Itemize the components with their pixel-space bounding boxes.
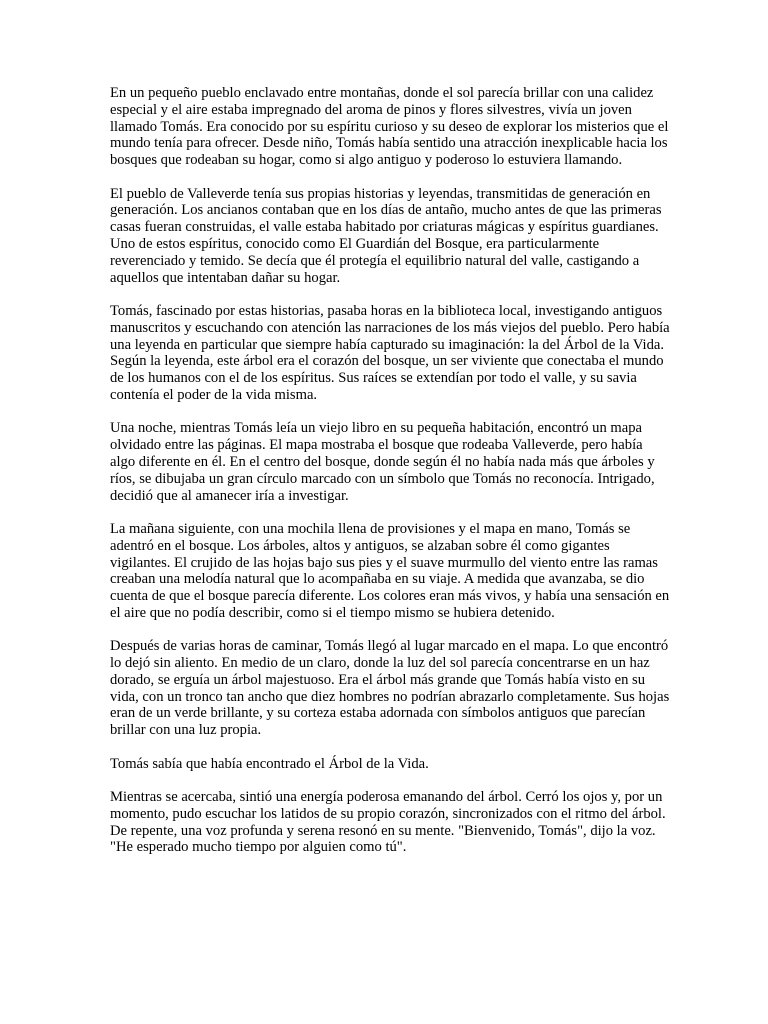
- paragraph-8: Mientras se acercaba, sintió una energía poderosa emanando del árbol. Cerró los ojos y, por un momento, pudo escuchar los latidos de su propio corazón, sincronizados con el ritmo del árbol. De repente, una voz profunda y serena resonó en su mente. "Bienvenido, Tomás", dijo la voz. "He esperado mucho tiempo por alguien como tú".: [110, 789, 666, 856]
- document-body: [110, 85, 670, 856]
- paragraph-2: El pueblo de Valleverde tenía sus propias historias y leyendas, transmitidas de generación en generación. Los ancianos contaban que en los días de antaño, mucho antes de que las primeras casas fueran construidas, el valle estaba habitado por criaturas mágicas y espíritus guardianes. Uno de estos espíritus, conocido como El Guardián del Bosque, era particularmente reverenciado y temido. Se decía que él protegía el equilibrio natural del valle, castigando a aquellos que intentaban dañar su hogar.: [110, 185, 662, 286]
- paragraph-7: Tomás sabía que había encontrado el Árbol de la Vida.: [110, 755, 429, 772]
- paragraph-1: En un pequeño pueblo enclavado entre montañas, donde el sol parecía brillar con una calidez especial y el aire estaba impregnado del aroma de pinos y flores silvestres, vivía un joven llamado Tomás. Era conocido por su espíritu curioso y su deseo de explorar los misterios que el mundo tenía para ofrecer. Desde niño, Tomás había sentido una atracción inexplicable hacia los bosques que rodeaban su hogar, como si algo antiguo y poderoso lo estuviera llamando.: [110, 85, 669, 169]
- paragraph-5: La mañana siguiente, con una mochila llena de provisiones y el mapa en mano, Tomás se adentró en el bosque. Los árboles, altos y antiguos, se alzaban sobre él como gigantes vigilantes. El crujido de las hojas bajo sus pies y el suave murmullo del viento entre las ramas creaban una melodía natural que lo acompañaba en su viaje. A medida que avanzaba, se dio cuenta de que el bosque parecía diferente. Los colores eran más vivos, y había una sensación en el aire que no podía describir, como si el tiempo mismo se hubiera detenido.: [110, 520, 670, 621]
- paragraph-6: Después de varias horas de caminar, Tomás llegó al lugar marcado en el mapa. Lo que encontró lo dejó sin aliento. En medio de un claro, donde la luz del sol parecía concentrarse en un haz dorado, se erguía un árbol majestuoso. Era el árbol más grande que Tomás había visto en su vida, con un tronco tan ancho que diez hombres no podrían abrazarlo completamente. Sus hojas eran de un verde brillante, y su corteza estaba adornada con símbolos antiguos que parecían brillar con una luz propia.: [110, 638, 670, 739]
- paragraph-4: Una noche, mientras Tomás leía un viejo libro en su pequeña habitación, encontró un mapa olvidado entre las páginas. El mapa mostraba el bosque que rodeaba Valleverde, pero había algo diferente en él. En el centro del bosque, donde según él no había nada más que árboles y ríos, se dibujaba un gran círculo marcado con un símbolo que Tomás no reconocía. Intrigado, decidió que al amanecer iría a investigar.: [110, 420, 655, 504]
- paragraph-3: Tomás, fascinado por estas historias, pasaba horas en la biblioteca local, investigando antiguos manuscritos y escuchando con atención las narraciones de los más viejos del pueblo. Pero había una leyenda en particular que siempre había capturado su imaginación: la del Árbol de la Vida. Según la leyenda, este árbol era el corazón del bosque, un ser viviente que conectaba el mundo de los humanos con el de los espíritus. Sus raíces se extendían por todo el valle, y su savia contenía el poder de la vida misma.: [110, 302, 670, 403]
